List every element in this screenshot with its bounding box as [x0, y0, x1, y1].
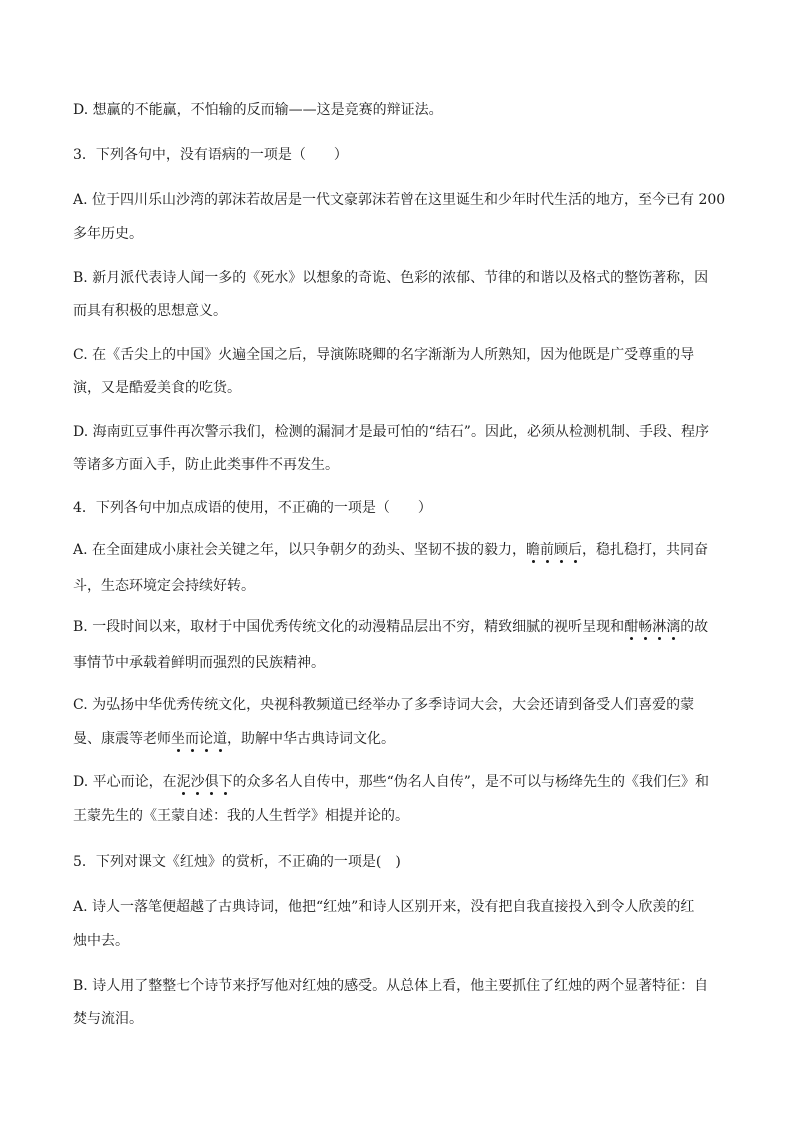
emphasis-char: 泥	[176, 774, 191, 790]
q4-option-b-line2: 事情节中承载着鲜明而强烈的民族精神。	[73, 655, 325, 671]
emphasis-char: 瞻	[526, 542, 541, 558]
q4-option-a-post: ，稳扎稳打，共同奋	[582, 542, 709, 558]
q4-option-d-pre: D. 平心而论，在	[73, 774, 177, 790]
emphasis-char: 道	[213, 731, 227, 747]
question-4-stem: 4．下列各句中加点成语的使用，不正确的一项是（ ）	[73, 500, 432, 516]
question-5-stem: 5．下列对课文《红烛》的赏析，不正确的一项是( )	[73, 854, 401, 870]
emphasis-char: 顾	[554, 542, 569, 558]
q4-option-c-line1: C. 为弘扬中华优秀传统文化，央视科教频道已经举办了多季诗词大会，大会还请到备受人们喜爱的蒙	[73, 697, 695, 713]
emphasis-char: 酣	[624, 619, 639, 635]
q3-option-a-line2: 多年历史。	[73, 226, 143, 242]
emphasis-char: 而	[185, 731, 199, 747]
q5-option-b-line2: 焚与流泪。	[73, 1011, 143, 1027]
emphasis-char: 畅	[638, 619, 653, 635]
emphasis-char: 前	[540, 542, 555, 558]
q4-option-a-line2: 斗，生态环境定会持续好转。	[73, 578, 255, 594]
emphasis-char: 俱	[204, 774, 219, 790]
option-3d-prev: D. 想赢的不能赢，不怕输的反而输——这是竞赛的辩证法。	[73, 102, 443, 118]
emphasis-char: 漓	[666, 619, 681, 635]
q4-option-d-post: 的众多名人自传中，那些“伪名人自传”，是不可以与杨绛先生的《我们仨》和	[232, 774, 709, 790]
q4-option-d-line1	[73, 772, 733, 792]
q4-option-d-line2: 王蒙先生的《王蒙自述：我的人生哲学》相提并论的。	[73, 808, 409, 824]
q5-option-b-line1: B. 诗人用了整整七个诗节来抒写他对红烛的感受。从总体上看，他主要抓住了红烛的两个显著特征：自	[73, 978, 709, 994]
q3-option-a-line1: A. 位于四川乐山沙湾的郭沫若故居是一代文豪郭沫若曾在这里诞生和少年时代生活的地方，至今已有 200	[73, 192, 726, 208]
q4-option-b-pre: B. 一段时间以来，取材于中国优秀传统文化的动漫精品层出不穷，精致细腻的视听呈现和	[73, 619, 625, 635]
q5-option-a-line2: 烛中去。	[73, 933, 129, 949]
q4-option-c-line2	[73, 729, 733, 749]
q3-option-c-line2: 演，又是酷爱美食的吃货。	[73, 380, 241, 396]
q4-option-a-pre: A. 在全面建成小康社会关键之年，以只争朝夕的劲头、坚韧不拔的毅力，	[73, 542, 527, 558]
q4-option-b-post: 的故	[680, 619, 709, 635]
q3-option-d-line1: D. 海南豇豆事件再次警示我们，检测的漏洞才是最可怕的“结石”。因此，必须从检测机制、手段、程序	[73, 424, 709, 440]
q4-option-a-line1	[73, 540, 733, 560]
q4-option-c-pre: 曼、康震等老师	[73, 731, 171, 747]
emphasis-char: 坐	[171, 731, 185, 747]
q3-option-b-line2: 而具有积极的思想意义。	[73, 303, 227, 319]
emphasis-char: 论	[199, 731, 213, 747]
q3-option-c-line1: C. 在《舌尖上的中国》火遍全国之后，导演陈晓卿的名字渐渐为人所熟知，因为他既是广受尊重的导	[73, 347, 695, 363]
emphasis-char: 下	[218, 774, 233, 790]
q4-option-b-line1	[73, 617, 733, 637]
emphasis-char: 后	[568, 542, 583, 558]
question-3-stem: 3．下列各句中，没有语病的一项是（ ）	[73, 147, 348, 163]
q3-option-b-line1: B. 新月派代表诗人闻一多的《死水》以想象的奇诡、色彩的浓郁、节律的和谐以及格式的整饬著称，因	[73, 270, 709, 286]
emphasis-char: 沙	[190, 774, 205, 790]
q4-option-c-post: ，助解中华古典诗词文化。	[227, 731, 395, 747]
q5-option-a-line1: A. 诗人一落笔便超越了古典诗词，他把“红烛”和诗人区别开来，没有把自我直接投入到令人欣羡的红	[73, 899, 695, 915]
q3-option-d-line2: 等诸多方面入手，防止此类事件不再发生。	[73, 457, 339, 473]
emphasis-char: 淋	[652, 619, 667, 635]
